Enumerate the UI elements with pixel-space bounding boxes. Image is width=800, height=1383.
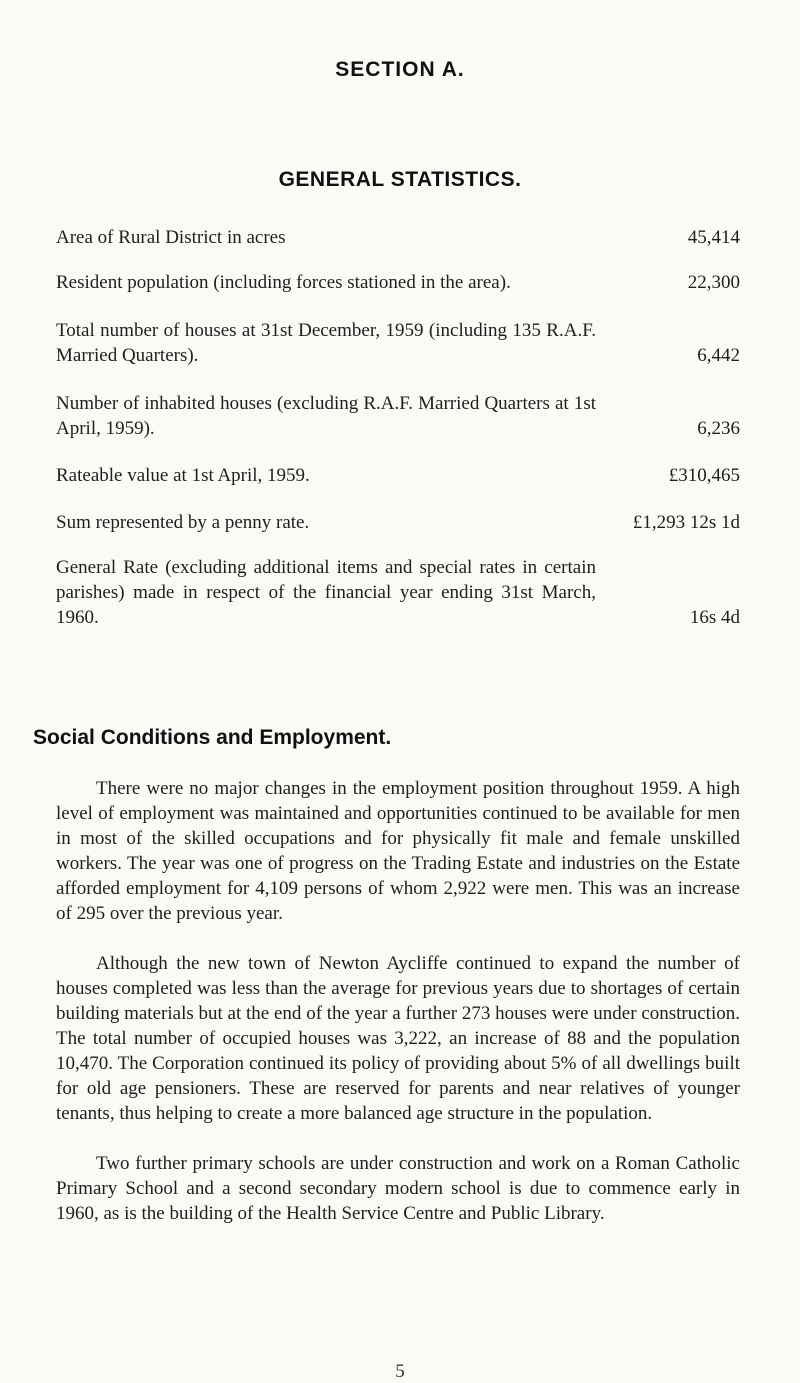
stat-row-total-houses: [56, 318, 740, 368]
stat-value: £1,293 12s 1d: [632, 512, 740, 533]
stat-label: Sum represented by a penny rate.: [56, 512, 310, 533]
stat-label: General Rate (excluding additional items and special rates in certain parishes) made in respect of the financial year ending 31st March, 1960.: [56, 557, 596, 628]
statistics-list: [56, 225, 740, 630]
stat-label: Area of Rural District in acres: [56, 227, 286, 248]
stat-value: 6,442: [697, 345, 740, 366]
stat-row-inhabited-houses: [56, 391, 740, 441]
stat-value: 45,414: [687, 227, 740, 248]
stat-value: 22,300: [687, 272, 740, 293]
stat-row-area: [56, 225, 740, 250]
stat-value: 6,236: [697, 418, 740, 439]
paragraph: Although the new town of Newton Aycliffe continued to expand the number of houses completed was less than the average for previous years due to shortages of certain building materials but at the end of the year a further 273 houses were under construction. The total number of occupied houses was 3,222, an increase of 88 and the population 10,470. The Corporation continued its policy of providing about 5% of all dwellings built for old age pensioners. These are reserved for parents and near relatives of younger tenants, thus helping to create a more balanced age structure in the population.: [56, 953, 740, 1124]
stat-value: £310,465: [668, 465, 740, 486]
section-heading: Social Conditions and Employment.: [33, 726, 392, 749]
section-title: SECTION A.: [335, 58, 465, 81]
stat-value: 16s 4d: [689, 607, 740, 628]
paragraph: There were no major changes in the employment position throughout 1959. A high level of employment was maintained and opportunities continued to be available for men in most of the skilled occupations and for physically fit male and female unskilled workers. The year was one of progress on the Trading Estate and industries on the Estate afforded employment for 4,109 persons of whom 2,922 were men. This was an increase of 295 over the previous year.: [56, 778, 740, 924]
page-number: 5: [395, 1361, 405, 1382]
stat-row-rateable-value: [56, 463, 740, 488]
body-text: [56, 776, 740, 1226]
stat-label: Rateable value at 1st April, 1959.: [56, 465, 310, 486]
stat-row-general-rate: [56, 555, 740, 630]
paragraph: Two further primary schools are under construction and work on a Roman Catholic Primary School and a second secondary modern school is due to commence early in 1960, as is the building of the Health Service Centre and Public Library.: [56, 1153, 740, 1224]
stat-label: Total number of houses at 31st December, 1959 (including 135 R.A.F. Married Quarters).: [56, 320, 596, 366]
stat-row-penny-rate: [56, 510, 740, 535]
stat-label: Resident population (including forces stationed in the area).: [56, 272, 511, 293]
stat-label: Number of inhabited houses (excluding R.A.F. Married Quarters at 1st April, 1959).: [56, 393, 596, 439]
stat-row-population: [56, 270, 740, 295]
page-title: GENERAL STATISTICS.: [278, 168, 522, 191]
